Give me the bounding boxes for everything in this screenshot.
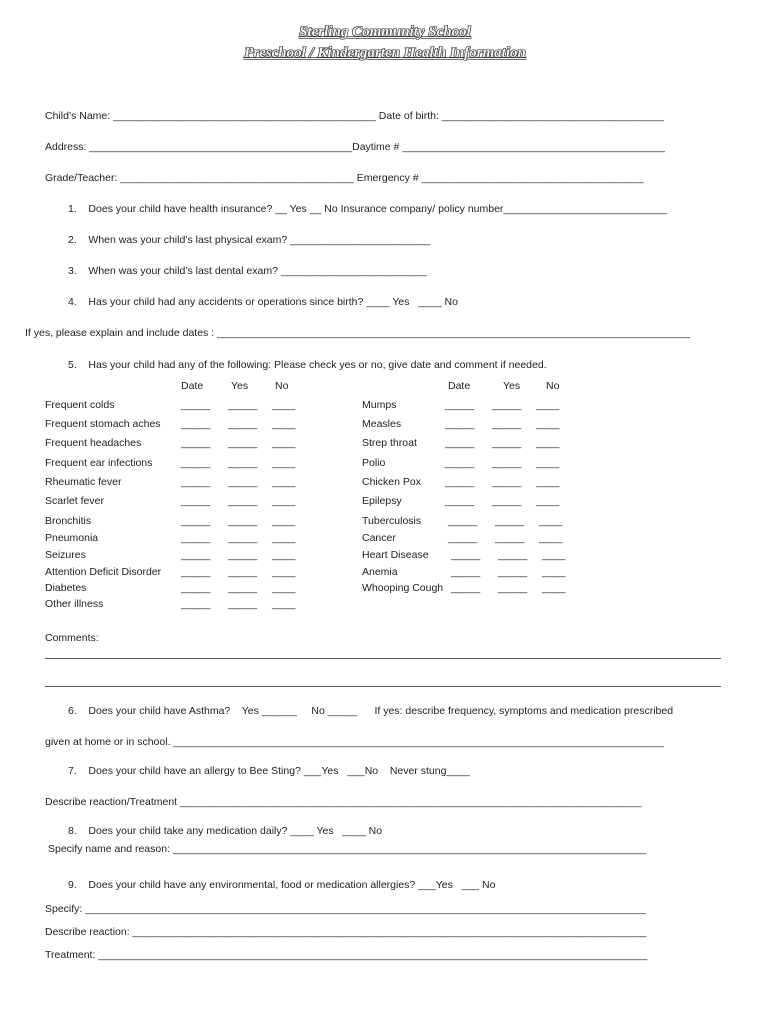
illness-yes-blank[interactable]: _____ (228, 532, 258, 544)
illness-label-left: Pneumonia (45, 532, 99, 544)
illness-yes-blank[interactable]: _____ (228, 399, 258, 411)
comments-label: Comments: (45, 632, 99, 644)
bee-sting-reaction-field[interactable]: Describe reaction/Treatment _______________________________________________________________________________ (45, 796, 642, 808)
illness-date-blank[interactable]: _____ (181, 566, 211, 578)
illness-no-blank[interactable]: ____ (272, 495, 296, 507)
allergies-reaction-field[interactable]: Describe reaction: ________________________________________________________________________________________ (45, 926, 647, 938)
child-name-field[interactable]: Child’s Name: _____________________________________________ Date of birth: ______________________________________ (45, 110, 664, 122)
illness-label-left: Frequent stomach aches (45, 418, 161, 430)
question-asthma[interactable]: 6. Does your child have Asthma? Yes ______ No _____ If yes: describe frequency, symptoms and medication prescribed (68, 705, 674, 717)
illness-no-blank[interactable]: ____ (539, 532, 563, 544)
illness-no-blank[interactable]: ____ (536, 399, 560, 411)
question-allergies[interactable]: 9. Does your child have any environmental, food or medication allergies? ___Yes ___ No (68, 879, 496, 891)
illness-date-blank[interactable]: _____ (181, 515, 211, 527)
illness-no-blank[interactable]: ____ (542, 566, 566, 578)
form-title: Preschool / Kindergarten Health Information (244, 45, 526, 61)
illness-date-blank[interactable]: _____ (445, 437, 475, 449)
illness-no-blank[interactable]: ____ (272, 549, 296, 561)
illness-no-blank[interactable]: ____ (536, 495, 560, 507)
illness-label-left: Diabetes (45, 582, 87, 594)
illness-date-blank[interactable]: _____ (448, 532, 478, 544)
illness-yes-blank[interactable]: _____ (498, 549, 528, 561)
illness-no-blank[interactable]: ____ (542, 549, 566, 561)
illness-yes-blank[interactable]: _____ (228, 515, 258, 527)
illness-no-blank[interactable]: ____ (272, 582, 296, 594)
illness-yes-blank[interactable]: _____ (495, 532, 525, 544)
left-no-header: No (275, 380, 289, 392)
right-yes-header: Yes (503, 380, 521, 392)
illness-date-blank[interactable]: _____ (181, 495, 211, 507)
illness-label-left: Seizures (45, 549, 86, 561)
illness-date-blank[interactable]: _____ (181, 457, 211, 469)
illness-label-right: Mumps (362, 399, 397, 411)
illness-yes-blank[interactable]: _____ (228, 418, 258, 430)
illness-yes-blank[interactable]: _____ (492, 437, 522, 449)
illness-yes-blank[interactable]: _____ (498, 566, 528, 578)
left-yes-header: Yes (231, 380, 249, 392)
illness-no-blank[interactable]: ____ (272, 598, 296, 610)
illness-yes-blank[interactable]: _____ (228, 549, 258, 561)
illness-label-right: Polio (362, 457, 386, 469)
illness-no-blank[interactable]: ____ (542, 582, 566, 594)
allergies-treatment-field[interactable]: Treatment: ______________________________________________________________________________________________ (45, 949, 648, 961)
illness-no-blank[interactable]: ____ (272, 515, 296, 527)
illness-date-blank[interactable]: _____ (181, 549, 211, 561)
illness-label-left: Rheumatic fever (45, 476, 122, 488)
illness-yes-blank[interactable]: _____ (228, 437, 258, 449)
illness-label-right: Chicken Pox (362, 476, 421, 488)
illness-yes-blank[interactable]: _____ (495, 515, 525, 527)
illness-label-right: Tuberculosis (362, 515, 422, 527)
question-dental-exam[interactable]: 3. When was your child’s last dental exam? _________________________ (68, 265, 427, 277)
illness-yes-blank[interactable]: _____ (492, 418, 522, 430)
illness-date-blank[interactable]: _____ (181, 598, 211, 610)
illness-yes-blank[interactable]: _____ (492, 476, 522, 488)
illness-label-right: Epilepsy (362, 495, 402, 507)
grade-teacher-field[interactable]: Grade/Teacher: ________________________________________ Emergency # ______________________________________ (45, 172, 644, 184)
question-insurance[interactable]: 1. Does your child have health insurance? __ Yes __ No Insurance company/ policy number____________________________ (68, 203, 667, 215)
illness-label-left: Attention Deficit Disorder (45, 566, 162, 578)
illness-date-blank[interactable]: _____ (181, 418, 211, 430)
illness-label-right: Whooping Cough (362, 582, 444, 594)
illness-yes-blank[interactable]: _____ (498, 582, 528, 594)
illness-yes-blank[interactable]: _____ (228, 476, 258, 488)
accidents-explain-field[interactable]: If yes, please explain and include dates : _________________________________________________________________________________ (25, 327, 691, 339)
illness-label-right: Strep throat (362, 437, 417, 449)
illness-date-blank[interactable]: _____ (181, 582, 211, 594)
illness-label-left: Bronchitis (45, 515, 92, 527)
right-no-header: No (546, 380, 560, 392)
question-illness-history: 5. Has your child had any of the following: Please check yes or no, give date and comment if needed. (68, 359, 547, 371)
illness-date-blank[interactable]: _____ (445, 495, 475, 507)
illness-date-blank[interactable]: _____ (451, 566, 481, 578)
comments-line-2[interactable] (45, 686, 721, 687)
illness-date-blank[interactable]: _____ (445, 457, 475, 469)
illness-no-blank[interactable]: ____ (272, 418, 296, 430)
illness-label-right: Measles (362, 418, 402, 430)
illness-date-blank[interactable]: _____ (451, 582, 481, 594)
question-bee-sting[interactable]: 7. Does your child have an allergy to Bee Sting? ___Yes ___No Never stung____ (68, 765, 470, 777)
illness-no-blank[interactable]: ____ (272, 476, 296, 488)
illness-no-blank[interactable]: ____ (539, 515, 563, 527)
allergies-specify-field[interactable]: Specify: ________________________________________________________________________________________________ (45, 903, 646, 915)
illness-label-left: Other illness (45, 598, 104, 610)
illness-label-left: Scarlet fever (45, 495, 104, 507)
illness-yes-blank[interactable]: _____ (228, 495, 258, 507)
illness-no-blank[interactable]: ____ (272, 399, 296, 411)
illness-label-right: Heart Disease (362, 549, 429, 561)
illness-yes-blank[interactable]: _____ (492, 495, 522, 507)
illness-yes-blank[interactable]: _____ (228, 598, 258, 610)
illness-no-blank[interactable]: ____ (272, 437, 296, 449)
illness-label-left: Frequent ear infections (45, 457, 153, 469)
illness-date-blank[interactable]: _____ (181, 437, 211, 449)
illness-date-blank[interactable]: _____ (181, 399, 211, 411)
illness-no-blank[interactable]: ____ (536, 437, 560, 449)
illness-no-blank[interactable]: ____ (536, 418, 560, 430)
school-title: Sterling Community School (299, 24, 471, 40)
illness-no-blank[interactable]: ____ (272, 532, 296, 544)
medication-specify-field[interactable]: Specify name and reason: _________________________________________________________________________________ (48, 843, 646, 855)
illness-date-blank[interactable]: _____ (451, 549, 481, 561)
illness-no-blank[interactable]: ____ (536, 457, 560, 469)
illness-label-right: Anemia (362, 566, 398, 578)
illness-no-blank[interactable]: ____ (272, 457, 296, 469)
left-date-header: Date (181, 380, 204, 392)
illness-yes-blank[interactable]: _____ (228, 582, 258, 594)
illness-date-blank[interactable]: _____ (181, 532, 211, 544)
illness-label-left: Frequent headaches (45, 437, 142, 449)
illness-date-blank[interactable]: _____ (448, 515, 478, 527)
illness-date-blank[interactable]: _____ (445, 476, 475, 488)
illness-yes-blank[interactable]: _____ (492, 457, 522, 469)
question-daily-medication[interactable]: 8. Does your child take any medication daily? ____ Yes ____ No (68, 825, 383, 837)
illness-date-blank[interactable]: _____ (445, 418, 475, 430)
illness-no-blank[interactable]: ____ (272, 566, 296, 578)
illness-yes-blank[interactable]: _____ (228, 457, 258, 469)
illness-yes-blank[interactable]: _____ (228, 566, 258, 578)
right-date-header: Date (448, 380, 471, 392)
address-field[interactable]: Address: _____________________________________________Daytime # _____________________________________________ (45, 141, 666, 153)
asthma-details-field[interactable]: given at home or in school. ____________________________________________________________________________________ (45, 736, 664, 748)
comments-line-1[interactable] (45, 658, 721, 659)
illness-label-right: Cancer (362, 532, 396, 544)
illness-yes-blank[interactable]: _____ (492, 399, 522, 411)
illness-date-blank[interactable]: _____ (445, 399, 475, 411)
illness-label-left: Frequent colds (45, 399, 115, 411)
illness-date-blank[interactable]: _____ (181, 476, 211, 488)
question-accidents[interactable]: 4. Has your child had any accidents or operations since birth? ____ Yes ____ No (68, 296, 458, 308)
illness-no-blank[interactable]: ____ (536, 476, 560, 488)
question-physical-exam[interactable]: 2. When was your child’s last physical exam? ________________________ (68, 234, 431, 246)
